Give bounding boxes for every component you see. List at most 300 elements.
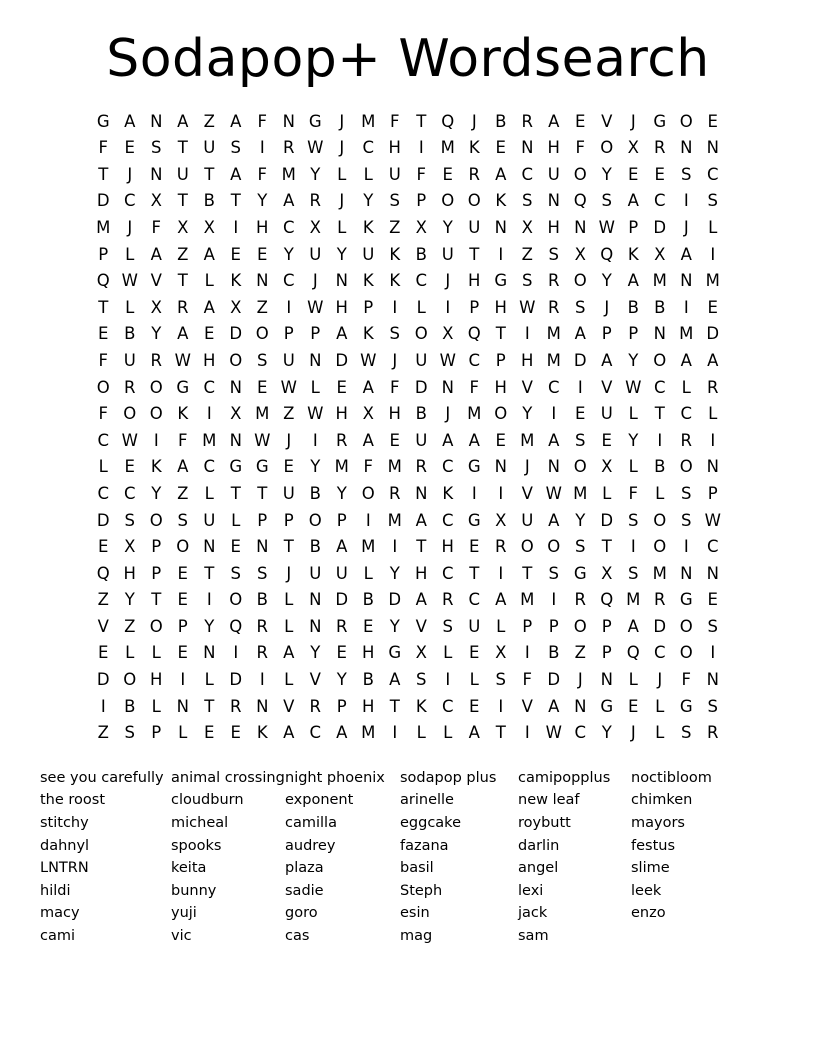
grid-cell[interactable]: A — [203, 297, 215, 317]
grid-cell[interactable]: O — [573, 457, 587, 477]
grid-cell[interactable]: L — [496, 616, 506, 636]
grid-cell[interactable]: P — [707, 483, 718, 503]
grid-cell[interactable]: H — [150, 670, 163, 690]
grid-cell[interactable]: A — [362, 377, 374, 397]
grid-cell[interactable]: G — [467, 510, 481, 530]
grid-cell[interactable]: E — [336, 643, 347, 663]
grid-cell[interactable]: J — [445, 271, 451, 291]
grid-cell[interactable]: Z — [256, 297, 268, 317]
grid-cell[interactable]: W — [439, 350, 456, 370]
grid-cell[interactable]: R — [415, 457, 427, 477]
grid-cell[interactable]: L — [284, 590, 294, 610]
grid-cell[interactable]: U — [547, 164, 560, 184]
grid-cell[interactable]: P — [310, 324, 321, 344]
grid-cell[interactable]: A — [468, 723, 480, 743]
grid-cell[interactable]: E — [204, 723, 215, 743]
grid-cell[interactable]: S — [601, 191, 612, 211]
grid-cell[interactable]: E — [707, 111, 718, 131]
grid-cell[interactable]: E — [389, 430, 400, 450]
grid-cell[interactable]: X — [627, 138, 639, 158]
grid-cell[interactable]: L — [602, 483, 612, 503]
grid-cell[interactable]: I — [498, 483, 504, 503]
grid-cell[interactable]: T — [230, 191, 241, 211]
grid-cell[interactable]: E — [98, 324, 109, 344]
grid-cell[interactable]: N — [600, 670, 613, 690]
grid-cell[interactable]: D — [388, 590, 402, 610]
grid-cell[interactable]: D — [706, 324, 720, 344]
grid-cell[interactable]: F — [257, 164, 267, 184]
grid-cell[interactable]: I — [259, 138, 265, 158]
word-list-item[interactable]: animal crossing — [171, 769, 285, 786]
grid-cell[interactable]: E — [707, 297, 718, 317]
grid-cell[interactable]: M — [705, 271, 720, 291]
grid-cell[interactable]: B — [124, 696, 136, 716]
grid-cell[interactable]: I — [498, 563, 504, 583]
grid-cell[interactable]: B — [627, 297, 639, 317]
grid-cell[interactable]: Q — [573, 191, 587, 211]
grid-cell[interactable]: T — [98, 297, 109, 317]
grid-cell[interactable]: D — [573, 350, 587, 370]
grid-cell[interactable]: A — [336, 324, 348, 344]
grid-cell[interactable]: N — [680, 563, 693, 583]
grid-cell[interactable]: K — [362, 324, 374, 344]
grid-cell[interactable]: L — [151, 643, 161, 663]
word-list-item[interactable]: plaza — [285, 860, 324, 877]
word-list-item[interactable]: fazana — [400, 837, 449, 854]
word-list-item[interactable]: sam — [518, 928, 549, 944]
grid-cell[interactable]: I — [577, 377, 583, 397]
grid-cell[interactable]: V — [521, 377, 533, 397]
word-list-item[interactable]: vic — [171, 928, 192, 944]
grid-cell[interactable]: I — [630, 537, 636, 557]
grid-cell[interactable]: I — [683, 297, 689, 317]
grid-cell[interactable]: S — [495, 670, 506, 690]
grid-cell[interactable]: I — [392, 297, 398, 317]
grid-cell[interactable]: Y — [628, 430, 639, 450]
word-list-item[interactable]: enzo — [631, 905, 666, 922]
grid-cell[interactable]: O — [149, 616, 163, 636]
grid-cell[interactable]: K — [177, 404, 189, 424]
grid-cell[interactable]: J — [630, 723, 636, 743]
grid-cell[interactable]: Y — [310, 643, 321, 663]
grid-cell[interactable]: D — [653, 616, 667, 636]
grid-cell[interactable]: S — [389, 324, 400, 344]
grid-cell[interactable]: R — [548, 297, 560, 317]
word-list-item[interactable]: sadie — [285, 882, 324, 899]
grid-cell[interactable]: V — [521, 696, 533, 716]
grid-cell[interactable]: E — [177, 643, 188, 663]
grid-cell[interactable]: Z — [203, 111, 215, 131]
grid-cell[interactable]: E — [469, 537, 480, 557]
grid-cell[interactable]: O — [679, 616, 693, 636]
grid-cell[interactable]: O — [679, 111, 693, 131]
grid-cell[interactable]: O — [229, 590, 243, 610]
word-list-item[interactable]: mayors — [631, 815, 685, 832]
grid-cell[interactable]: A — [415, 510, 427, 530]
grid-cell[interactable]: N — [309, 616, 322, 636]
grid-cell[interactable]: N — [574, 696, 587, 716]
grid-cell[interactable]: C — [282, 217, 295, 237]
grid-cell[interactable]: S — [389, 191, 400, 211]
word-list-item[interactable]: cami — [40, 928, 76, 944]
grid-cell[interactable]: O — [573, 616, 587, 636]
grid-cell[interactable]: M — [679, 324, 694, 344]
grid-cell[interactable]: N — [547, 457, 560, 477]
grid-cell[interactable]: D — [335, 350, 349, 370]
grid-cell[interactable]: O — [414, 324, 428, 344]
grid-cell[interactable]: Y — [336, 670, 347, 690]
word-list-item[interactable]: audrey — [285, 837, 336, 854]
grid-cell[interactable]: L — [125, 297, 135, 317]
grid-cell[interactable]: O — [308, 510, 322, 530]
grid-cell[interactable]: R — [230, 696, 242, 716]
word-list-item[interactable]: micheal — [171, 815, 229, 832]
grid-cell[interactable]: Z — [574, 643, 586, 663]
grid-cell[interactable]: J — [604, 297, 610, 317]
grid-cell[interactable]: C — [547, 377, 560, 397]
word-list-item[interactable]: exponent — [285, 792, 354, 809]
grid-cell[interactable]: A — [548, 510, 560, 530]
grid-cell[interactable]: I — [551, 590, 557, 610]
grid-cell[interactable]: E — [230, 723, 241, 743]
grid-cell[interactable]: W — [121, 430, 138, 450]
grid-cell[interactable]: H — [494, 297, 507, 317]
grid-cell[interactable]: Y — [601, 271, 612, 291]
grid-cell[interactable]: T — [416, 537, 427, 557]
grid-cell[interactable]: F — [575, 138, 585, 158]
grid-cell[interactable]: O — [123, 404, 137, 424]
grid-cell[interactable]: A — [468, 430, 480, 450]
grid-cell[interactable]: O — [573, 271, 587, 291]
grid-cell[interactable]: N — [680, 138, 693, 158]
grid-cell[interactable]: C — [97, 483, 110, 503]
grid-cell[interactable]: N — [494, 457, 507, 477]
grid-cell[interactable]: D — [96, 191, 110, 211]
grid-cell[interactable]: G — [96, 111, 110, 131]
grid-cell[interactable]: A — [177, 457, 189, 477]
grid-cell[interactable]: N — [706, 138, 719, 158]
grid-cell[interactable]: N — [680, 271, 693, 291]
word-list-item[interactable]: chimken — [631, 792, 693, 809]
grid-cell[interactable]: B — [495, 111, 507, 131]
grid-cell[interactable]: I — [471, 483, 477, 503]
grid-cell[interactable]: F — [98, 350, 108, 370]
grid-cell[interactable]: V — [601, 377, 613, 397]
grid-cell[interactable]: O — [176, 537, 190, 557]
grid-cell[interactable]: A — [362, 430, 374, 450]
grid-cell[interactable]: N — [574, 217, 587, 237]
grid-cell[interactable]: Z — [283, 404, 295, 424]
grid-cell[interactable]: Q — [441, 111, 455, 131]
grid-cell[interactable]: S — [707, 616, 718, 636]
grid-cell[interactable]: U — [415, 430, 428, 450]
grid-cell[interactable]: F — [178, 430, 188, 450]
grid-cell[interactable]: L — [708, 217, 718, 237]
grid-cell[interactable]: L — [204, 271, 214, 291]
grid-cell[interactable]: T — [230, 483, 241, 503]
word-list-item[interactable]: cas — [285, 928, 310, 944]
grid-cell[interactable]: A — [627, 191, 639, 211]
grid-cell[interactable]: M — [467, 404, 482, 424]
grid-cell[interactable]: C — [441, 510, 454, 530]
grid-cell[interactable]: F — [98, 138, 108, 158]
grid-cell[interactable]: N — [256, 271, 269, 291]
grid-cell[interactable]: E — [654, 164, 665, 184]
grid-cell[interactable]: H — [441, 537, 454, 557]
grid-cell[interactable]: T — [416, 111, 427, 131]
grid-cell[interactable]: H — [415, 563, 428, 583]
grid-cell[interactable]: I — [206, 590, 212, 610]
grid-cell[interactable]: H — [547, 217, 560, 237]
grid-cell[interactable]: V — [283, 696, 295, 716]
word-list-item[interactable]: leek — [631, 882, 662, 899]
grid-cell[interactable]: X — [362, 404, 374, 424]
grid-cell[interactable]: H — [468, 271, 481, 291]
grid-cell[interactable]: S — [575, 297, 586, 317]
grid-cell[interactable]: T — [469, 244, 480, 264]
grid-cell[interactable]: C — [203, 457, 216, 477]
grid-cell[interactable]: L — [151, 696, 161, 716]
grid-cell[interactable]: S — [151, 138, 162, 158]
grid-cell[interactable]: T — [204, 563, 215, 583]
grid-cell[interactable]: A — [442, 430, 454, 450]
word-list-item[interactable]: night phoenix — [285, 769, 385, 786]
grid-cell[interactable]: A — [336, 537, 348, 557]
grid-cell[interactable]: F — [416, 164, 426, 184]
word-list-item[interactable]: arinelle — [400, 792, 454, 809]
grid-cell[interactable]: M — [334, 457, 349, 477]
grid-cell[interactable]: E — [98, 643, 109, 663]
grid-cell[interactable]: X — [415, 643, 427, 663]
grid-cell[interactable]: X — [415, 217, 427, 237]
word-list-item[interactable]: bunny — [171, 882, 217, 899]
grid-cell[interactable]: L — [204, 670, 214, 690]
grid-cell[interactable]: P — [151, 723, 162, 743]
word-list-item[interactable]: cloudburn — [171, 792, 244, 809]
grid-cell[interactable]: Y — [363, 191, 374, 211]
grid-cell[interactable]: V — [150, 271, 162, 291]
grid-cell[interactable]: W — [545, 723, 562, 743]
grid-cell[interactable]: D — [96, 670, 110, 690]
grid-cell[interactable]: O — [653, 537, 667, 557]
grid-cell[interactable]: K — [230, 271, 242, 291]
grid-cell[interactable]: E — [495, 138, 506, 158]
grid-cell[interactable]: I — [498, 696, 504, 716]
grid-cell[interactable]: X — [574, 244, 586, 264]
grid-cell[interactable]: S — [230, 138, 241, 158]
grid-cell[interactable]: A — [495, 590, 507, 610]
grid-cell[interactable]: O — [255, 324, 269, 344]
grid-cell[interactable]: A — [574, 324, 586, 344]
grid-cell[interactable]: P — [98, 244, 109, 264]
grid-cell[interactable]: N — [653, 324, 666, 344]
grid-cell[interactable]: I — [683, 191, 689, 211]
grid-cell[interactable]: Y — [575, 510, 586, 530]
grid-cell[interactable]: R — [336, 616, 348, 636]
grid-cell[interactable]: I — [312, 430, 318, 450]
grid-cell[interactable]: H — [547, 138, 560, 158]
grid-cell[interactable]: Y — [257, 191, 268, 211]
grid-cell[interactable]: J — [445, 404, 451, 424]
grid-cell[interactable]: Y — [204, 616, 215, 636]
grid-cell[interactable]: W — [307, 138, 324, 158]
grid-cell[interactable]: X — [230, 404, 242, 424]
grid-cell[interactable]: N — [203, 537, 216, 557]
grid-cell[interactable]: P — [151, 563, 162, 583]
grid-cell[interactable]: E — [628, 164, 639, 184]
grid-cell[interactable]: X — [654, 244, 666, 264]
grid-cell[interactable]: L — [337, 217, 347, 237]
grid-cell[interactable]: E — [257, 244, 268, 264]
grid-cell[interactable]: J — [127, 217, 133, 237]
grid-cell[interactable]: Y — [389, 616, 400, 636]
grid-cell[interactable]: R — [468, 164, 480, 184]
grid-cell[interactable]: P — [283, 510, 294, 530]
grid-cell[interactable]: R — [521, 111, 533, 131]
grid-cell[interactable]: T — [98, 164, 109, 184]
grid-cell[interactable]: O — [96, 377, 110, 397]
grid-cell[interactable]: E — [336, 377, 347, 397]
grid-cell[interactable]: U — [468, 217, 481, 237]
grid-cell[interactable]: T — [601, 537, 612, 557]
grid-cell[interactable]: H — [203, 350, 216, 370]
grid-cell[interactable]: G — [600, 696, 614, 716]
grid-cell[interactable]: F — [257, 111, 267, 131]
grid-cell[interactable]: B — [415, 404, 427, 424]
grid-cell[interactable]: C — [468, 590, 481, 610]
grid-cell[interactable]: U — [362, 244, 375, 264]
grid-cell[interactable]: H — [256, 217, 269, 237]
grid-cell[interactable]: E — [204, 324, 215, 344]
grid-cell[interactable]: W — [704, 510, 721, 530]
grid-cell[interactable]: D — [547, 670, 561, 690]
word-list-item[interactable]: sodapop plus — [400, 769, 497, 786]
grid-cell[interactable]: D — [414, 377, 428, 397]
grid-cell[interactable]: L — [125, 244, 135, 264]
grid-cell[interactable]: I — [286, 297, 292, 317]
grid-cell[interactable]: C — [362, 138, 375, 158]
grid-cell[interactable]: R — [442, 590, 454, 610]
grid-cell[interactable]: T — [495, 324, 506, 344]
grid-cell[interactable]: I — [233, 643, 239, 663]
grid-cell[interactable]: I — [710, 643, 716, 663]
grid-cell[interactable]: N — [494, 217, 507, 237]
grid-cell[interactable]: D — [335, 590, 349, 610]
grid-cell[interactable]: V — [309, 670, 321, 690]
grid-cell[interactable]: L — [708, 404, 718, 424]
grid-cell[interactable]: F — [151, 217, 161, 237]
grid-cell[interactable]: G — [176, 377, 190, 397]
grid-cell[interactable]: I — [392, 537, 398, 557]
word-list-item[interactable]: LNTRN — [40, 860, 89, 877]
grid-cell[interactable]: E — [469, 643, 480, 663]
grid-cell[interactable]: U — [468, 616, 481, 636]
grid-cell[interactable]: P — [601, 643, 612, 663]
word-list-item[interactable]: noctibloom — [631, 769, 712, 786]
grid-cell[interactable]: D — [600, 510, 614, 530]
grid-cell[interactable]: P — [601, 616, 612, 636]
grid-cell[interactable]: E — [707, 590, 718, 610]
grid-cell[interactable]: Y — [601, 164, 612, 184]
grid-cell[interactable]: O — [520, 537, 534, 557]
grid-cell[interactable]: O — [149, 404, 163, 424]
grid-cell[interactable]: E — [628, 696, 639, 716]
grid-cell[interactable]: S — [177, 510, 188, 530]
grid-cell[interactable]: N — [176, 696, 189, 716]
word-list-item[interactable]: new leaf — [518, 792, 580, 809]
grid-cell[interactable]: M — [387, 510, 402, 530]
grid-cell[interactable]: T — [204, 164, 215, 184]
grid-cell[interactable]: A — [389, 670, 401, 690]
grid-cell[interactable]: C — [123, 483, 136, 503]
grid-cell[interactable]: X — [230, 297, 242, 317]
grid-cell[interactable]: T — [389, 696, 400, 716]
grid-cell[interactable]: G — [573, 563, 587, 583]
grid-cell[interactable]: S — [681, 510, 692, 530]
grid-cell[interactable]: S — [628, 563, 639, 583]
word-list-item[interactable]: yuji — [171, 905, 197, 922]
grid-cell[interactable]: V — [415, 616, 427, 636]
grid-cell[interactable]: A — [707, 350, 719, 370]
grid-cell[interactable]: B — [124, 324, 136, 344]
grid-cell[interactable]: O — [149, 377, 163, 397]
grid-cell[interactable]: R — [150, 350, 162, 370]
grid-cell[interactable]: I — [524, 643, 530, 663]
grid-cell[interactable]: Q — [229, 616, 243, 636]
grid-cell[interactable]: G — [679, 590, 693, 610]
grid-cell[interactable]: Z — [521, 244, 533, 264]
grid-cell[interactable]: O — [494, 404, 508, 424]
grid-cell[interactable]: F — [522, 670, 532, 690]
grid-cell[interactable]: S — [707, 191, 718, 211]
grid-cell[interactable]: U — [282, 483, 295, 503]
grid-cell[interactable]: S — [522, 191, 533, 211]
grid-cell[interactable]: I — [365, 510, 371, 530]
grid-cell[interactable]: N — [309, 350, 322, 370]
grid-cell[interactable]: L — [416, 297, 426, 317]
grid-cell[interactable]: A — [601, 350, 613, 370]
grid-cell[interactable]: T — [204, 696, 215, 716]
grid-cell[interactable]: A — [548, 111, 560, 131]
grid-cell[interactable]: M — [546, 324, 561, 344]
grid-cell[interactable]: X — [442, 324, 454, 344]
grid-cell[interactable]: G — [388, 643, 402, 663]
grid-cell[interactable]: L — [204, 483, 214, 503]
grid-cell[interactable]: M — [281, 164, 296, 184]
grid-cell[interactable]: U — [309, 244, 322, 264]
grid-cell[interactable]: I — [710, 430, 716, 450]
grid-cell[interactable]: W — [625, 377, 642, 397]
grid-cell[interactable]: L — [231, 510, 241, 530]
grid-cell[interactable]: N — [229, 430, 242, 450]
grid-cell[interactable]: F — [390, 111, 400, 131]
grid-cell[interactable]: N — [441, 377, 454, 397]
grid-cell[interactable]: O — [679, 643, 693, 663]
word-list-item[interactable]: basil — [400, 860, 434, 877]
grid-cell[interactable]: S — [124, 723, 135, 743]
grid-cell[interactable]: H — [123, 563, 136, 583]
grid-cell[interactable]: M — [361, 537, 376, 557]
grid-cell[interactable]: O — [123, 670, 137, 690]
grid-cell[interactable]: G — [679, 696, 693, 716]
grid-cell[interactable]: S — [442, 616, 453, 636]
grid-cell[interactable]: Z — [97, 590, 109, 610]
grid-cell[interactable]: T — [522, 563, 533, 583]
grid-cell[interactable]: Z — [124, 616, 136, 636]
grid-cell[interactable]: J — [286, 430, 292, 450]
grid-cell[interactable]: C — [441, 563, 454, 583]
grid-cell[interactable]: U — [521, 510, 534, 530]
